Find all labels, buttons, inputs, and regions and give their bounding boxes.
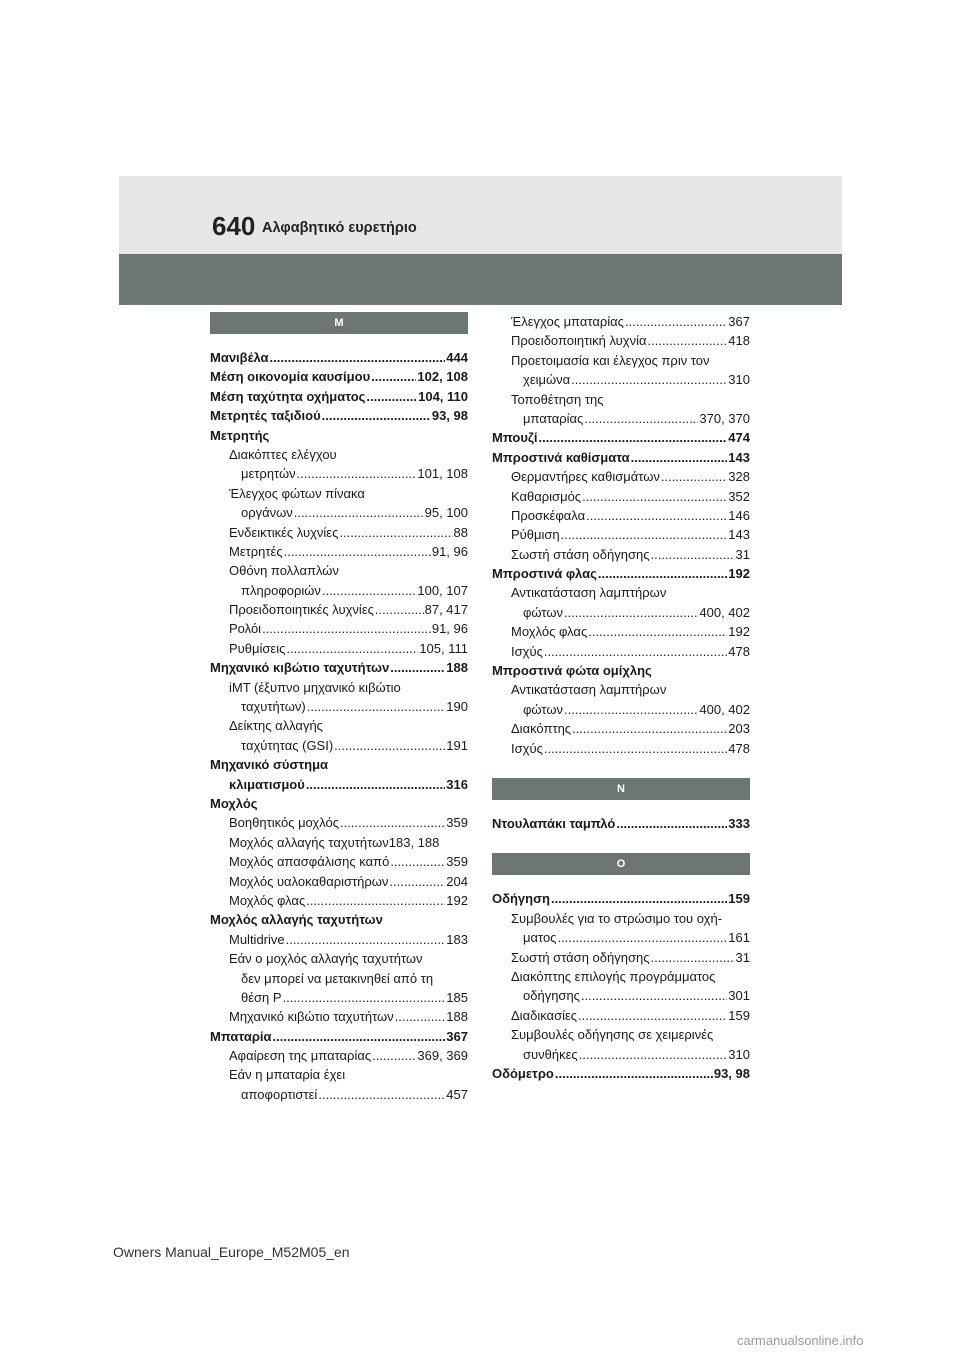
index-entry xyxy=(492,739,750,758)
dot-leader xyxy=(588,622,727,641)
index-entry-term: ταχύτητας (GSI) xyxy=(241,737,334,753)
index-entry-page: 105, 111 xyxy=(419,640,468,656)
index-entry-term: Βοηθητικός μοχλός xyxy=(229,815,340,831)
index-entry xyxy=(492,1025,750,1044)
index-entry-term: Μανιβέλα xyxy=(210,350,269,365)
index-entry-page: 161 xyxy=(728,930,750,946)
index-entry-term: μετρητών xyxy=(241,466,296,482)
index-entry-term: Μοχλός φλας xyxy=(229,892,306,908)
index-entry-page: 352 xyxy=(728,488,750,504)
dot-leader xyxy=(283,988,446,1007)
index-entry-term: Μπαταρία xyxy=(210,1028,272,1044)
dot-leader xyxy=(625,312,727,331)
index-entry-page: 367 xyxy=(446,1028,468,1044)
index-entry xyxy=(492,642,750,661)
index-entry xyxy=(210,542,468,561)
index-entry xyxy=(210,833,468,852)
index-entry-term: Ρυθμίσεις xyxy=(229,640,286,656)
index-entry xyxy=(210,910,468,929)
dot-leader xyxy=(284,542,431,561)
index-entry-page: 87, 417 xyxy=(424,602,468,618)
index-entry xyxy=(492,603,750,622)
index-entry-page: 444 xyxy=(446,350,468,365)
index-entry-page: 457 xyxy=(446,1086,468,1102)
index-entry xyxy=(492,1006,750,1025)
index-entry xyxy=(492,351,750,370)
index-entry xyxy=(210,503,468,522)
index-entry xyxy=(210,464,468,483)
index-entry-term: Συμβουλές οδήγησης σε χειμερινές xyxy=(511,1027,714,1043)
page-number: 640 xyxy=(212,211,256,241)
dot-leader xyxy=(551,889,727,908)
index-entry-page: 91, 96 xyxy=(431,543,468,559)
index-entry xyxy=(492,564,750,583)
index-entry-page: 143 xyxy=(728,449,750,465)
dot-leader xyxy=(286,930,446,949)
dot-leader xyxy=(651,948,735,967)
index-entry-term: χειμώνα xyxy=(523,372,571,388)
index-entry xyxy=(492,467,750,486)
index-entry-page: 159 xyxy=(728,1007,750,1023)
dot-leader xyxy=(581,986,727,1005)
index-entry-page: 146 xyxy=(728,507,750,523)
index-entry-page: 188 xyxy=(446,1009,468,1025)
index-entry-term: Μπουζί xyxy=(492,430,538,446)
index-entry-page: 190 xyxy=(446,699,468,715)
index-entry-term: Προειδοποιητικές λυχνίες xyxy=(229,602,374,618)
dot-leader xyxy=(564,700,698,719)
index-entry-page: 310 xyxy=(728,1046,750,1062)
index-entry xyxy=(492,370,750,389)
dot-leader xyxy=(334,736,445,755)
index-entry-page: 185 xyxy=(446,989,468,1005)
dot-leader xyxy=(555,1064,713,1083)
index-entry xyxy=(492,409,750,428)
dot-leader xyxy=(572,719,727,738)
index-entry-page: 31 xyxy=(735,546,750,562)
index-entry-term: Οδόμετρο xyxy=(492,1065,554,1081)
index-entry-term: Διακόπτης xyxy=(511,721,572,737)
index-entry-term: Προειδοποιητική λυχνία xyxy=(511,333,647,349)
index-entry-page: 192 xyxy=(728,566,750,582)
index-entry-term: Σωστή στάση οδήγησης xyxy=(511,949,650,965)
section-header: M xyxy=(210,312,468,334)
index-entry-term: Μετρητές xyxy=(229,543,283,559)
index-entry-term: Ισχύς xyxy=(511,643,543,659)
index-entry-page: 100, 107 xyxy=(417,582,468,598)
dot-leader xyxy=(297,464,417,483)
dot-leader xyxy=(262,619,431,638)
index-entry-page: 359 xyxy=(446,854,468,870)
index-entry-page: 159 xyxy=(728,891,750,907)
index-entry xyxy=(210,561,468,580)
index-entry xyxy=(492,506,750,525)
index-entry xyxy=(492,545,750,564)
dot-leader xyxy=(306,775,445,794)
index-entry xyxy=(492,889,750,908)
index-entry-term: ταχυτήτων) xyxy=(241,699,306,715)
index-entry xyxy=(210,484,468,503)
index-entry xyxy=(210,891,468,910)
dot-leader xyxy=(582,487,727,506)
index-column-left xyxy=(210,312,468,1104)
index-entry-term: Αφαίρεση της μπαταρίας xyxy=(229,1048,372,1064)
index-entry xyxy=(210,930,468,949)
dot-leader xyxy=(564,603,698,622)
index-entry xyxy=(210,716,468,735)
dot-leader xyxy=(286,639,418,658)
index-entry-page: 316 xyxy=(446,776,468,792)
dot-leader xyxy=(544,642,727,661)
index-entry-page: 31 xyxy=(735,949,750,965)
index-entry xyxy=(492,390,750,409)
index-entry xyxy=(210,949,468,968)
index-column-right xyxy=(492,312,750,1083)
index-entry-term: Ντουλαπάκι ταμπλό xyxy=(492,815,616,831)
index-entry-term: Ρολόι xyxy=(229,621,262,637)
index-entry-term: φώτων xyxy=(523,701,563,717)
dot-leader xyxy=(270,348,446,367)
index-entry xyxy=(210,697,468,716)
index-entry-term: Ισχύς xyxy=(511,740,543,756)
index-entry xyxy=(210,523,468,542)
index-entry-page: 478 xyxy=(728,740,750,756)
index-entry-term: Μοχλός υαλοκαθαριστήρων xyxy=(229,873,389,889)
dot-leader xyxy=(539,428,728,447)
index-entry xyxy=(210,600,468,619)
index-entry-term: δεν μπορεί να μετακινηθεί από τη xyxy=(241,970,434,986)
index-entry-page: 310 xyxy=(728,372,750,388)
index-entry-term: Εάν ο μοχλός αλλαγής ταχυτήτων xyxy=(229,951,423,967)
index-entry-page: 203 xyxy=(728,721,750,737)
index-entry-term: Μέση οικονομία καυσίμου xyxy=(210,369,371,385)
index-entry-page: 183 xyxy=(446,931,468,947)
index-entry xyxy=(210,406,468,425)
index-entry xyxy=(492,428,750,447)
index-entry xyxy=(492,661,750,680)
dot-leader xyxy=(579,1045,728,1064)
dot-leader xyxy=(586,506,727,525)
index-entry-term: Διακόπτες ελέγχου xyxy=(229,446,337,462)
index-entry-term: Αντικατάσταση λαμπτήρων xyxy=(511,585,667,601)
index-entry-term: Έλεγχος μπαταρίας xyxy=(511,314,624,329)
index-entry xyxy=(492,1064,750,1083)
index-entry xyxy=(210,813,468,832)
index-entry xyxy=(210,1085,468,1104)
index-entry-term: Οθόνη πολλαπλών xyxy=(229,563,339,579)
dot-leader xyxy=(557,928,727,947)
index-entry-term: Μοχλός απασφάλισης καπό xyxy=(229,854,390,870)
index-entry-term: Σωστή στάση οδήγησης xyxy=(511,546,650,562)
dot-leader xyxy=(306,891,445,910)
index-entry-page: 333 xyxy=(728,815,750,831)
index-entry-term: Αντικατάσταση λαμπτήρων xyxy=(511,682,667,698)
index-entry-term: Έλεγχος φώτων πίνακα xyxy=(229,485,365,501)
index-entry xyxy=(210,736,468,755)
index-entry-page: 192 xyxy=(446,892,468,908)
index-entry-page: 91, 96 xyxy=(431,621,468,637)
dot-leader xyxy=(390,658,445,677)
index-entry-term: Τοποθέτηση της xyxy=(511,391,604,407)
footer-text: Owners Manual_Europe_M52M05_en xyxy=(113,1244,350,1260)
index-entry-page: 95, 100 xyxy=(424,505,468,521)
index-entry-term: Προετοιμασία και έλεγχος πριν τον xyxy=(511,352,710,368)
index-entry-page: 367 xyxy=(728,314,750,329)
index-entry xyxy=(492,1045,750,1064)
index-entry-term: Μπροστινά φώτα ομίχλης xyxy=(492,663,652,679)
index-entry xyxy=(210,988,468,1007)
index-entry-page: 369, 369 xyxy=(417,1048,468,1064)
index-entry xyxy=(210,678,468,697)
index-entry-term: Διαδικασίες xyxy=(511,1007,578,1023)
index-entry xyxy=(492,967,750,986)
index-entry xyxy=(492,525,750,544)
index-entry xyxy=(210,581,468,600)
index-entry xyxy=(492,814,750,833)
index-entry xyxy=(492,680,750,699)
dot-leader xyxy=(661,467,727,486)
dot-leader xyxy=(598,564,727,583)
page-title: Αλφαβητικό ευρετήριο xyxy=(262,220,417,236)
index-entry xyxy=(492,948,750,967)
index-entry-term: Μπροστινά καθίσματα xyxy=(492,449,630,465)
index-entry-term: οργάνων xyxy=(241,505,293,521)
index-entry-page: 478 xyxy=(728,643,750,659)
index-entry xyxy=(210,794,468,813)
index-entry-term: Οδήγηση xyxy=(492,891,550,907)
index-entry xyxy=(210,658,468,677)
index-entry-term: Μοχλός φλας xyxy=(511,624,588,640)
dot-leader xyxy=(395,1007,446,1026)
dot-leader xyxy=(322,406,431,425)
index-entry xyxy=(210,1007,468,1026)
dot-leader xyxy=(561,525,728,544)
dot-leader xyxy=(375,600,424,619)
dot-leader xyxy=(571,370,727,389)
index-entry-page: 93, 98 xyxy=(713,1065,750,1081)
index-entry xyxy=(492,331,750,350)
dot-leader xyxy=(322,581,416,600)
index-entry-term: συνθήκες xyxy=(523,1046,578,1062)
dot-leader xyxy=(307,697,446,716)
section-header: N xyxy=(492,778,750,800)
index-entry-page: 328 xyxy=(728,469,750,485)
dot-leader xyxy=(578,1006,727,1025)
index-entry-page: 183, 188 xyxy=(388,834,440,850)
index-entry-page: 301 xyxy=(728,988,750,1004)
dot-leader xyxy=(371,367,416,386)
index-entry xyxy=(492,700,750,719)
index-entry-term: φώτων xyxy=(523,604,563,620)
index-entry xyxy=(210,755,468,774)
index-entry xyxy=(210,852,468,871)
section-header: O xyxy=(492,853,750,875)
index-entry-term: Καθαρισμός xyxy=(511,488,582,504)
index-entry-page: 359 xyxy=(446,815,468,831)
index-entry xyxy=(492,622,750,641)
index-entry-page: 101, 108 xyxy=(417,466,468,482)
dot-leader xyxy=(273,1027,446,1046)
index-entry-page: 204 xyxy=(446,873,468,889)
index-entry-page: 104, 110 xyxy=(418,388,468,404)
index-entry-term: κλιματισμού xyxy=(229,776,305,792)
index-entry-page: 400, 402 xyxy=(699,701,750,717)
index-entry-term: Ρύθμιση xyxy=(511,527,560,543)
index-entry-page: 93, 98 xyxy=(431,408,468,424)
index-entry-page: 474 xyxy=(728,430,750,446)
index-entry-term: Μπροστινά φλας xyxy=(492,566,597,582)
index-entry xyxy=(210,872,468,891)
index-entry-term: Μοχλός αλλαγής ταχυτήτων xyxy=(229,834,389,850)
index-entry xyxy=(210,619,468,638)
index-entry-term: θέση P xyxy=(241,989,282,1005)
index-entry xyxy=(210,969,468,988)
index-entry-page: 192 xyxy=(728,624,750,640)
index-entry-term: Μηχανικό κιβώτιο ταχυτήτων xyxy=(210,660,390,676)
dot-leader xyxy=(631,448,728,467)
dot-leader xyxy=(339,523,452,542)
dot-leader xyxy=(544,739,727,758)
index-entry-page: 188 xyxy=(446,660,468,676)
index-entry-term: αποφορτιστεί xyxy=(241,1086,318,1102)
index-entry xyxy=(492,487,750,506)
index-entry xyxy=(210,426,468,445)
index-entry-term: μπαταρίας xyxy=(523,410,584,426)
index-entry-term: Μετρητής xyxy=(210,427,270,443)
index-entry-term: Διακόπτης επιλογής προγράμματος xyxy=(511,968,716,984)
index-entry xyxy=(210,639,468,658)
dot-leader xyxy=(651,545,735,564)
dot-leader xyxy=(294,503,424,522)
index-entry xyxy=(492,448,750,467)
index-entry-term: Συμβουλές για το στρώσιμο του οχή- xyxy=(511,910,723,926)
index-entry-term: Μοχλός xyxy=(210,795,258,811)
index-entry xyxy=(210,1065,468,1084)
index-entry-term: Μηχανικό κιβώτιο ταχυτήτων xyxy=(229,1009,394,1025)
dot-leader xyxy=(390,852,445,871)
index-entry-term: Μετρητές ταξιδιού xyxy=(210,408,321,424)
index-entry xyxy=(210,775,468,794)
index-entry-term: Μοχλός αλλαγής ταχυτήτων xyxy=(210,912,383,928)
index-entry-term: iMT (έξυπνο μηχανικό κιβώτιο xyxy=(229,679,401,695)
dot-leader xyxy=(366,387,417,406)
index-entry-term: Θερμαντήρες καθισμάτων xyxy=(511,469,660,485)
index-entry-term: Εάν η μπαταρία έχει xyxy=(229,1067,346,1083)
dot-leader xyxy=(372,1046,416,1065)
index-entry xyxy=(492,719,750,738)
index-entry-page: 370, 370 xyxy=(699,410,750,426)
index-entry xyxy=(210,348,468,367)
index-entry-term: Δείκτης αλλαγής xyxy=(229,718,323,734)
index-entry-page: 191 xyxy=(446,737,468,753)
dot-leader xyxy=(389,872,445,891)
header-dark-band xyxy=(119,254,842,305)
index-entry xyxy=(210,1046,468,1065)
index-entry xyxy=(492,986,750,1005)
index-entry xyxy=(210,1027,468,1046)
dot-leader xyxy=(584,409,698,428)
index-entry xyxy=(210,445,468,464)
index-entry-page: 400, 402 xyxy=(699,604,750,620)
index-entry-term: πληροφοριών xyxy=(241,582,321,598)
index-entry-term: Προσκέφαλα xyxy=(511,507,586,523)
index-entry-term: ματος xyxy=(523,930,557,946)
dot-leader xyxy=(616,814,727,833)
index-entry xyxy=(492,583,750,602)
index-entry xyxy=(492,909,750,928)
index-entry-page: 88 xyxy=(453,524,468,540)
index-entry-term: Μηχανικό σύστημα xyxy=(210,757,329,773)
dot-leader xyxy=(648,331,728,350)
index-entry xyxy=(492,928,750,947)
index-entry xyxy=(210,387,468,406)
index-entry-page: 102, 108 xyxy=(417,369,468,385)
index-entry-term: Multidrive xyxy=(229,931,285,947)
index-entry xyxy=(210,367,468,386)
watermark: carmanualsonline.info xyxy=(737,1333,864,1348)
index-entry-term: Μέση ταχύτητα οχήματος xyxy=(210,388,366,404)
index-entry-page: 143 xyxy=(728,527,750,543)
dot-leader xyxy=(340,813,445,832)
index-entry xyxy=(492,312,750,331)
dot-leader xyxy=(318,1085,445,1104)
index-entry-page: 418 xyxy=(728,333,750,349)
index-entry-term: Ενδεικτικές λυχνίες xyxy=(229,524,339,540)
index-entry-term: οδήγησης xyxy=(523,988,580,1004)
